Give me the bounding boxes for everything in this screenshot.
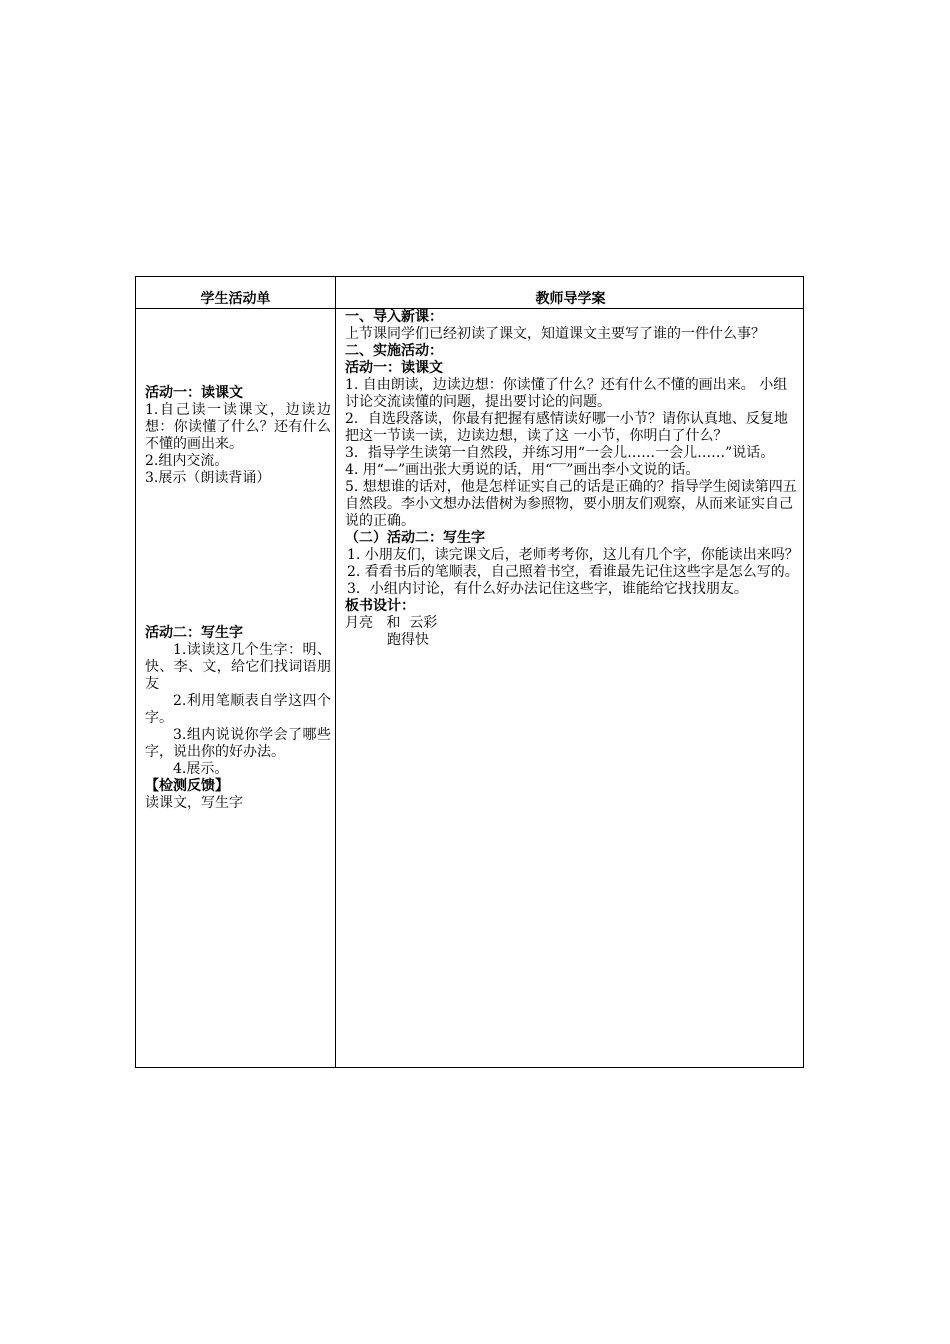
right-activity1-item: 5. 想想谁的话对，他是怎样证实自己的话是正确的？指导学生阅读第四五自然段。李小文想办法借树为参照物，要小朋友们观察，从而来证实自己说的正确。	[345, 479, 797, 529]
right-board-line: 月亮 和 云彩	[345, 615, 438, 631]
header-student-activity: 学生活动单	[200, 291, 271, 307]
right-board-design-title: 板书设计：	[345, 598, 415, 614]
right-activity1-item: 1. 自由朗读，边读边想：你读懂了什么？还有什么不懂的画出来。 小组讨论交流读懂的问题，提出要讨论的问题。	[345, 377, 788, 410]
right-activity1-item: 2．自选段落读，你最有把握有感情读好哪一小节？请你认真地、反复地把这一节读一读，边读边想，读了这 一小节，你明白了什么？	[345, 411, 788, 444]
right-activity2-item: 2. 看看书后的笔顺表，自己照着书空，看谁最先记住这些字是怎么写的。	[347, 564, 799, 580]
right-activity2-title: （二）活动二：写生字	[345, 530, 485, 546]
left-activity1-item: 1.自己读一读课文，边读边想：你读懂了什么？还有什么不懂的画出来。	[145, 402, 331, 452]
left-activity1-title: 活动一：读课文	[145, 385, 243, 401]
left-activity1-item: 2.组内交流。	[145, 453, 229, 469]
right-activity1-item: 4. 用“—”画出张大勇说的话，用“‾‾”画出李小文说的话。	[345, 462, 700, 478]
right-implementation-title: 二、实施活动：	[345, 343, 443, 359]
right-activity2-item: 1. 小朋友们，读完课文后，老师考考你，这儿有几个字，你能读出来吗？	[347, 547, 799, 563]
student-activity-cell	[145, 309, 331, 812]
left-activity1-item: 3.展示（朗读背诵）	[145, 470, 271, 486]
right-activity1-item: 3．指导学生读第一自然段，并练习用“一会儿……一会儿……”说话。	[345, 445, 775, 461]
left-activity2-item: 1.读读这几个生字：明、快、李、文，给它们找词语朋友	[145, 642, 331, 692]
left-feedback-title: 【检测反馈】	[145, 778, 229, 794]
left-activity2-item: 2.利用笔顺表自学这四个字。	[145, 693, 331, 726]
left-activity2-item: 3.组内说说你学会了哪些字，说出你的好办法。	[145, 727, 331, 760]
left-activity2-item: 4.展示。	[173, 761, 229, 777]
right-intro-title: 一、导入新课：	[345, 309, 443, 325]
right-activity1-title: 活动一：读课文	[345, 360, 443, 376]
right-intro-text: 上节课同学们已经初读了课文，知道课文主要写了谁的一件什么事？	[345, 326, 765, 342]
left-activity2-title: 活动二：写生字	[145, 625, 243, 641]
right-board-line: 跑得快	[387, 632, 429, 648]
header-teacher-guide: 教师导学案	[535, 291, 606, 307]
column-divider	[335, 277, 336, 1067]
lesson-plan-table	[135, 276, 804, 1068]
left-feedback-text: 读课文，写生字	[145, 795, 243, 811]
right-activity2-item: 3．小组内讨论，有什么好办法记住这些字，谁能给它找找朋友。	[347, 581, 748, 597]
teacher-guide-cell	[345, 309, 800, 649]
